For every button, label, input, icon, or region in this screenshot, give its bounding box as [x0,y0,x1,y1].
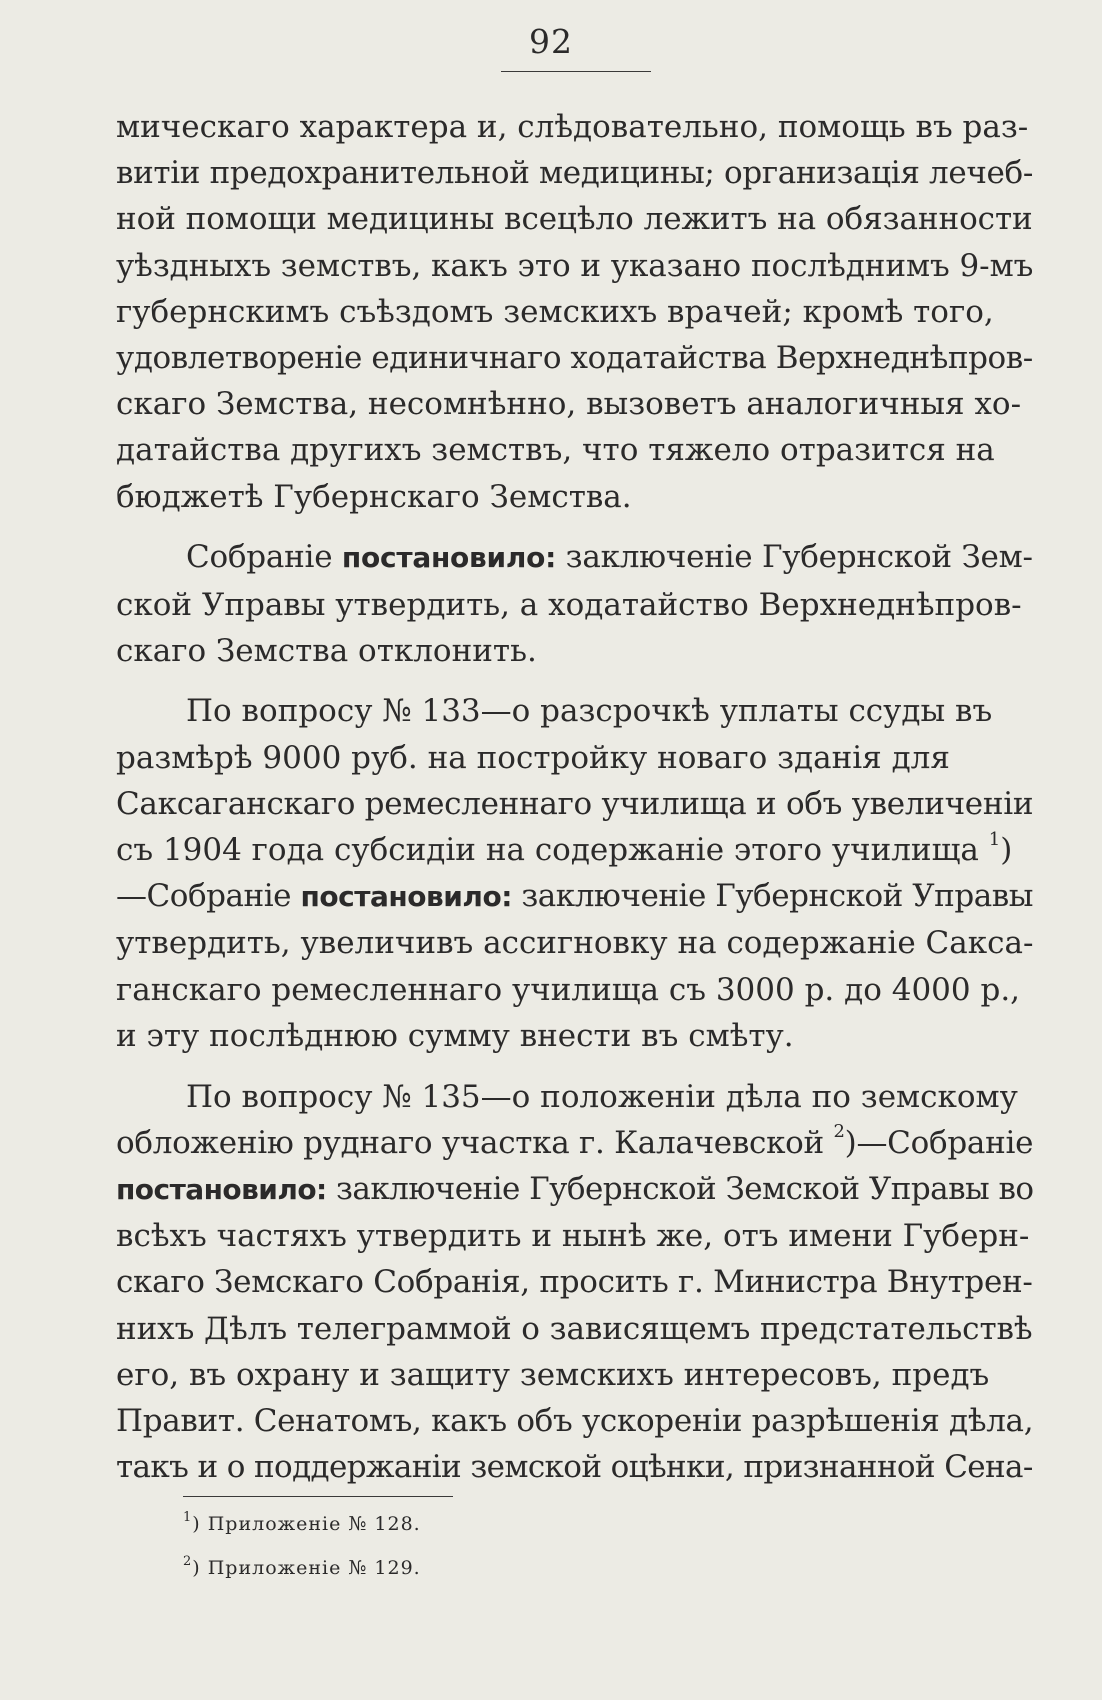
text-run: ) [1000,832,1013,869]
text-run: —Собраніе [116,878,301,915]
text-line: и эту послѣднюю сумму внести въ смѣту. [116,1017,794,1054]
footnote-rule [183,1496,453,1497]
text-line: ганскаго ремесленнаго училища съ 3000 р. до 4000 р., [116,971,1021,1008]
resolution-keyword: постановило: [116,1172,327,1206]
text-line: скаго Земства отклонить. [116,632,537,669]
text-line: скаго Земскаго Собранія, просить г. Министра Внутрен- [116,1264,1033,1301]
text-line [116,534,1033,581]
text-run: обложенію руднаго участка г. Калачевской [116,1124,834,1161]
footnotes [183,1502,883,1590]
footnote-text: Приложеніе № 128. [200,1513,421,1535]
text-line: Саксаганскаго ремесленнаго училища и объ увеличеніи [116,785,1034,822]
text-run: Собраніе [186,539,342,576]
text-line [116,873,1033,920]
resolution-keyword: постановило: [300,880,512,914]
text-line: размѣрѣ 9000 руб. на постройку новаго зданія для [116,739,950,776]
text-line: ной помощи медицины всецѣло лежитъ на обязанности [116,201,1033,238]
paragraph-1 [116,104,1033,520]
footnote-mark: 1 [183,1509,193,1525]
footnote-text: Приложеніе № 129. [200,1557,421,1579]
footnote-reference: 2 [833,1121,845,1143]
text-line: Правит. Сенатомъ, какъ объ ускореніи разрѣшенія дѣла, [116,1402,1034,1439]
text-line: датайства другихъ земствъ, что тяжело отразится на [116,432,995,469]
text-line: его, въ охрану и защиту земскихъ интересовъ, предъ [116,1356,990,1393]
resolution-keyword: постановило: [341,541,557,575]
footnote-2 [183,1546,883,1590]
text-line: уѣздныхъ земствъ, какъ это и указано послѣднимъ 9-мъ [116,247,1034,284]
text-run: заключеніе Губернской Управы [511,878,1033,915]
text-line: удовлетвореніе единичнаго ходатайства Верхнеднѣпров- [116,340,1033,377]
text-line: мическаго характера и, слѣдовательно, помощь въ раз- [116,109,1029,145]
footnote-paren: ) [192,1513,201,1535]
footnote-1 [183,1502,883,1546]
text-line [116,1120,1033,1166]
text-line: бюджетѣ Губернскаго Земства. [116,478,632,515]
footnote-reference: 1 [988,828,1001,850]
text-line [116,1166,1033,1213]
paragraph-4 [116,1074,1033,1491]
text-line: витіи предохранительной медицины; организація лечеб- [116,155,1034,192]
page-number: 92 [529,22,573,61]
text-line: такъ и о поддержаніи земской оцѣнки, признанной Сена- [116,1449,1033,1486]
body-text [116,104,1033,1490]
footnote-paren: ) [192,1557,201,1579]
text-line: скаго Земства, несомнѣнно, вызоветъ аналогичныя хо- [116,386,1022,423]
text-line [116,827,1033,873]
text-line: губернскимъ съѣздомъ земскихъ врачей; кромѣ того, [116,293,994,330]
text-line: По вопросу № 135—о положеніи дѣла по земскому [186,1078,1018,1115]
paragraph-3 [116,688,1033,1059]
text-line: всѣхъ частяхъ утвердить и нынѣ же, отъ имени Губерн- [116,1218,1030,1255]
text-run: съ 1904 года субсидіи на содержаніе этого училища [116,832,989,869]
header-rule [501,71,651,72]
paragraph-2 [116,534,1033,674]
text-run: )—Собраніе [844,1124,1034,1161]
text-run: заключеніе Губернской Земской Управы во [326,1170,1034,1207]
text-line: нихъ Дѣлъ телеграммой о зависящемъ предстательствѣ [116,1310,1033,1347]
text-run: заключеніе Губернской Зем- [556,539,1033,576]
text-line: ской Управы утвердить, а ходатайство Верхнеднѣпров- [116,586,1022,623]
text-line: утвердить, увеличивъ ассигновку на содержаніе Сакса- [116,925,1034,962]
text-line: По вопросу № 133—о разсрочкѣ уплаты ссуды въ [186,693,993,730]
footnote-mark: 2 [183,1553,193,1569]
